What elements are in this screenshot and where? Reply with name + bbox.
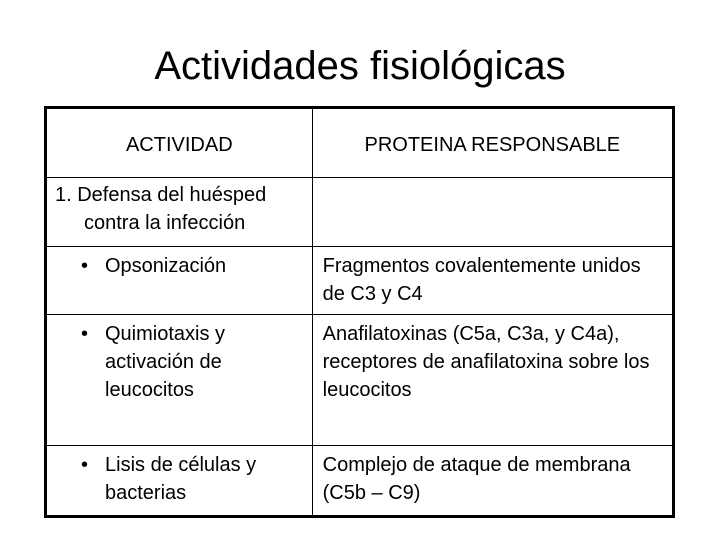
header-row [46,108,674,178]
protein-cell: Fragmentos covalentemente unidos de C3 y C4 [312,247,673,315]
table-row [46,247,674,315]
header-protein: PROTEINA RESPONSABLE [312,108,673,178]
bullet: • [81,255,89,277]
protein-cell: Anafilatoxinas (C5a, C3a, y C4a), receptores de anafilatoxina sobre los leucocitos [312,315,673,446]
activity-cell [46,247,313,315]
activity-cell [46,315,313,446]
bullet: • [81,323,89,345]
bullet: • [81,454,89,476]
section-title-line1: 1. Defensa del huésped [55,184,267,206]
section-title-line2: contra la infección [84,212,246,234]
section-protein-cell [312,178,673,247]
protein-cell: Complejo de ataque de membrana (C5b – C9) [312,446,673,517]
section-row [46,178,674,247]
activities-table [44,106,675,518]
slide-title: Actividades fisiológicas [154,44,566,88]
activity-text: Opsonización [105,255,227,277]
section-cell [46,178,313,247]
table-row [46,315,674,446]
activity-cell [46,446,313,517]
activity-text: Lisis de células y bacterias [105,454,257,504]
table-row [46,446,674,517]
activity-text: Quimiotaxis y activación de leucocitos [105,323,226,401]
header-activity: ACTIVIDAD [46,108,313,178]
